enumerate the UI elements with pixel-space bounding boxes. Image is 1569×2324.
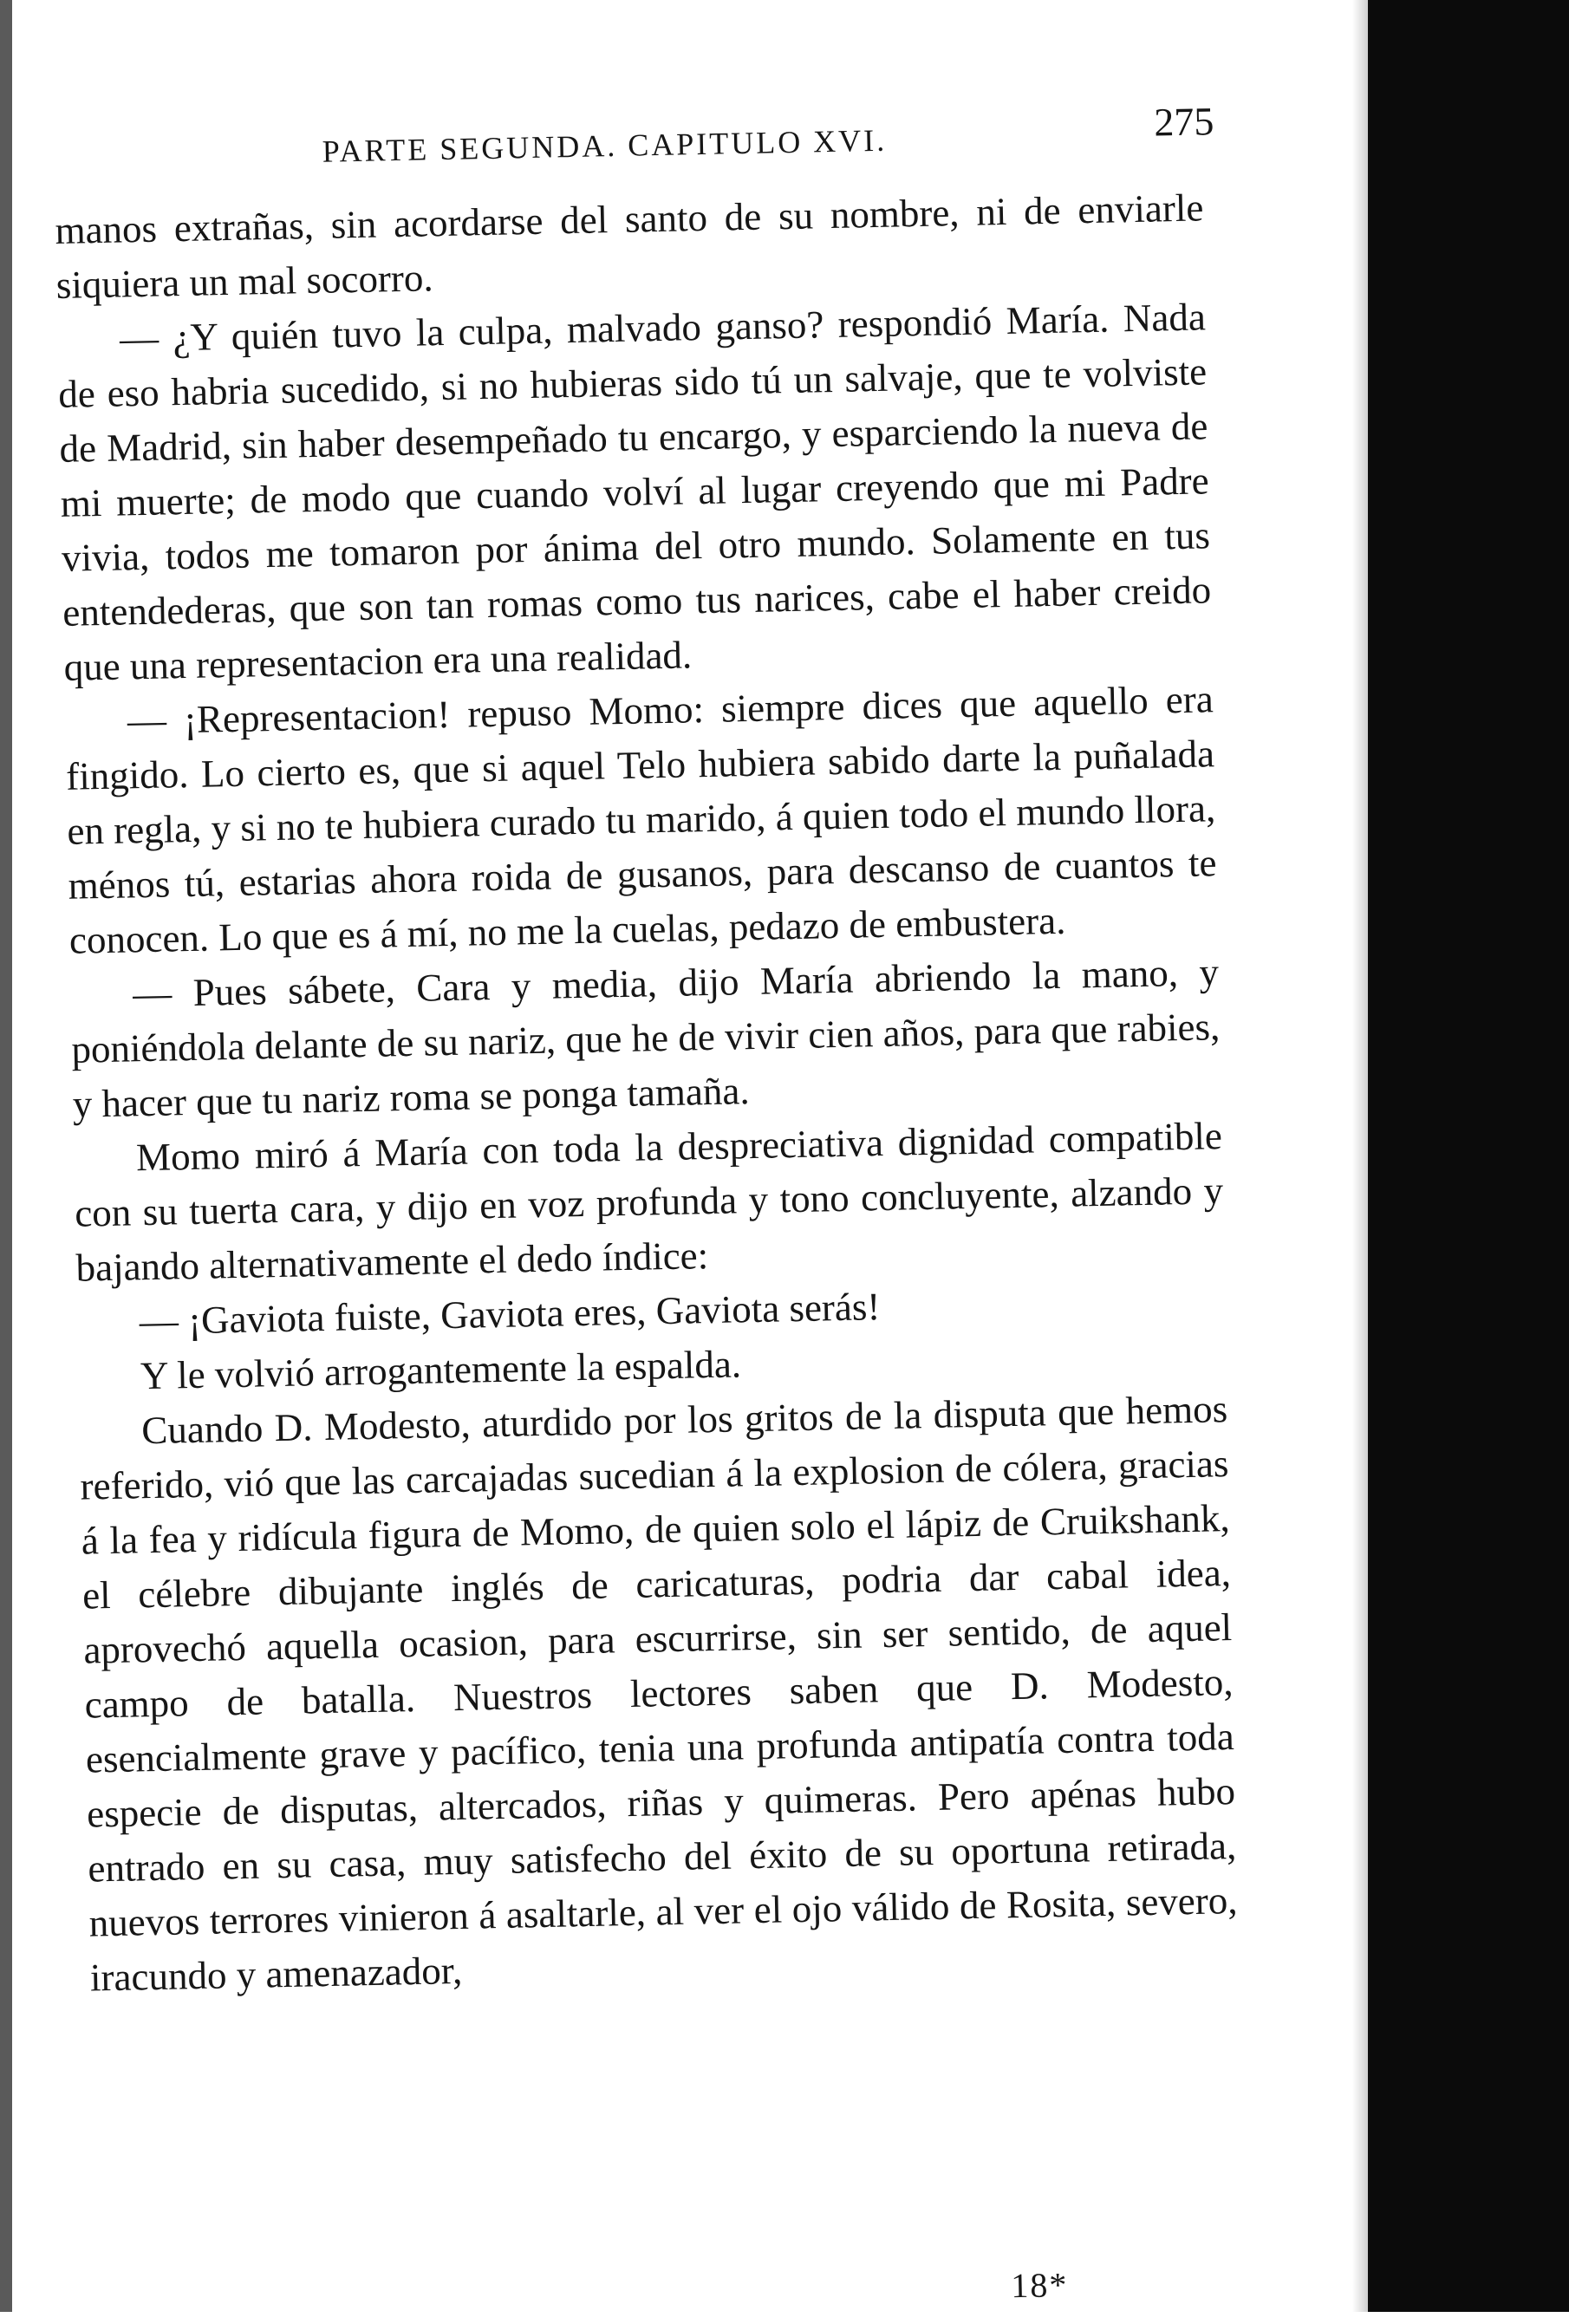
- scan-left-edge: [0, 0, 12, 2312]
- signature-mark: 18*: [1010, 2264, 1069, 2306]
- paragraph: Y le volvió arrogantemente la espalda.: [140, 1342, 742, 1398]
- paragraph: Momo miró á María con toda la despreciativa dignidad compatible con su tuerta cara, y dijo en voz profunda y tono concluyente, alzando y bajando alternativamente el dedo índice:: [74, 1114, 1224, 1290]
- book-page: [52, 55, 1284, 2306]
- scan-dark-margin: [1368, 0, 1569, 2312]
- paragraph: manos extrañas, sin acordarse del santo de su nombre, ni de enviarle siquiera un mal socorro.: [55, 186, 1204, 307]
- paragraph: — ¡Gaviota fuiste, Gaviota eres, Gaviota serás!: [139, 1285, 881, 1344]
- paragraph: Cuando D. Modesto, aturdido por los gritos de la disputa que hemos referido, vió que las carcajadas sucedian á la explosion de cólera, gracias á la fea y ridícula figura de Momo, de quien solo el lápiz de Cruikshank, el célebre dibujante inglés de caricaturas, podria dar cabal idea, aprovechó aquella ocasion, para escurrirse, sin ser sentido, de aquel campo de batalla. Nuestros lectores saben que D. Modesto, esencialmente grave y pacífico, tenia una profunda antipatía contra toda especie de disputas, altercados, riñas y quimeras. Pero apénas hubo entrado en su casa, muy satisfecho del éxito de su oportuna retirada, nuevos terrores vinieron á asaltarle, al ver el ojo válido de Rosita, severo, iracundo y amenazador,: [80, 1387, 1238, 2000]
- paragraph: — ¿Y quién tuvo la culpa, malvado ganso? respondió María. Nada de eso habria sucedido, si no hubieras sido tú un salvaje, que te volviste de Madrid, sin haber desempeñado tu encargo, y esparciendo la nueva de mi muerte; de modo que cuando volví al lugar creyendo que mi Padre vivia, todos me tomaron por ánima del otro mundo. Solamente en tus entendederas, que son tan romas como tus narices, cabe el haber creido que una representacion era una realidad.: [57, 295, 1212, 689]
- paragraph: — ¡Representacion! repuso Momo: siempre dices que aquello era fingido. Lo cierto es, que si aquel Telo hubiera sabido darte la puñalada en regla, y si no te hubiera curado tu marido, á quien todo el mundo llora, ménos tú, estarias ahora roida de gusanos, para descanso de cuantos te conocen. Lo que es á mí, no me la cuelas, pedazo de embustera.: [65, 677, 1217, 962]
- running-title: PARTE SEGUNDA. CAPITULO XVI.: [322, 122, 888, 169]
- running-head: [322, 97, 1241, 176]
- paragraph: — Pues sábete, Cara y media, dijo María abriendo la mano, y poniéndola delante de su nariz, que he de vivir cien años, para que rabies, y hacer que tu nariz roma se ponga tamaña.: [70, 950, 1221, 1126]
- page-edge-shadow: [1352, 0, 1368, 2312]
- page-number: 275: [1153, 99, 1214, 145]
- body-text: [55, 180, 1239, 2005]
